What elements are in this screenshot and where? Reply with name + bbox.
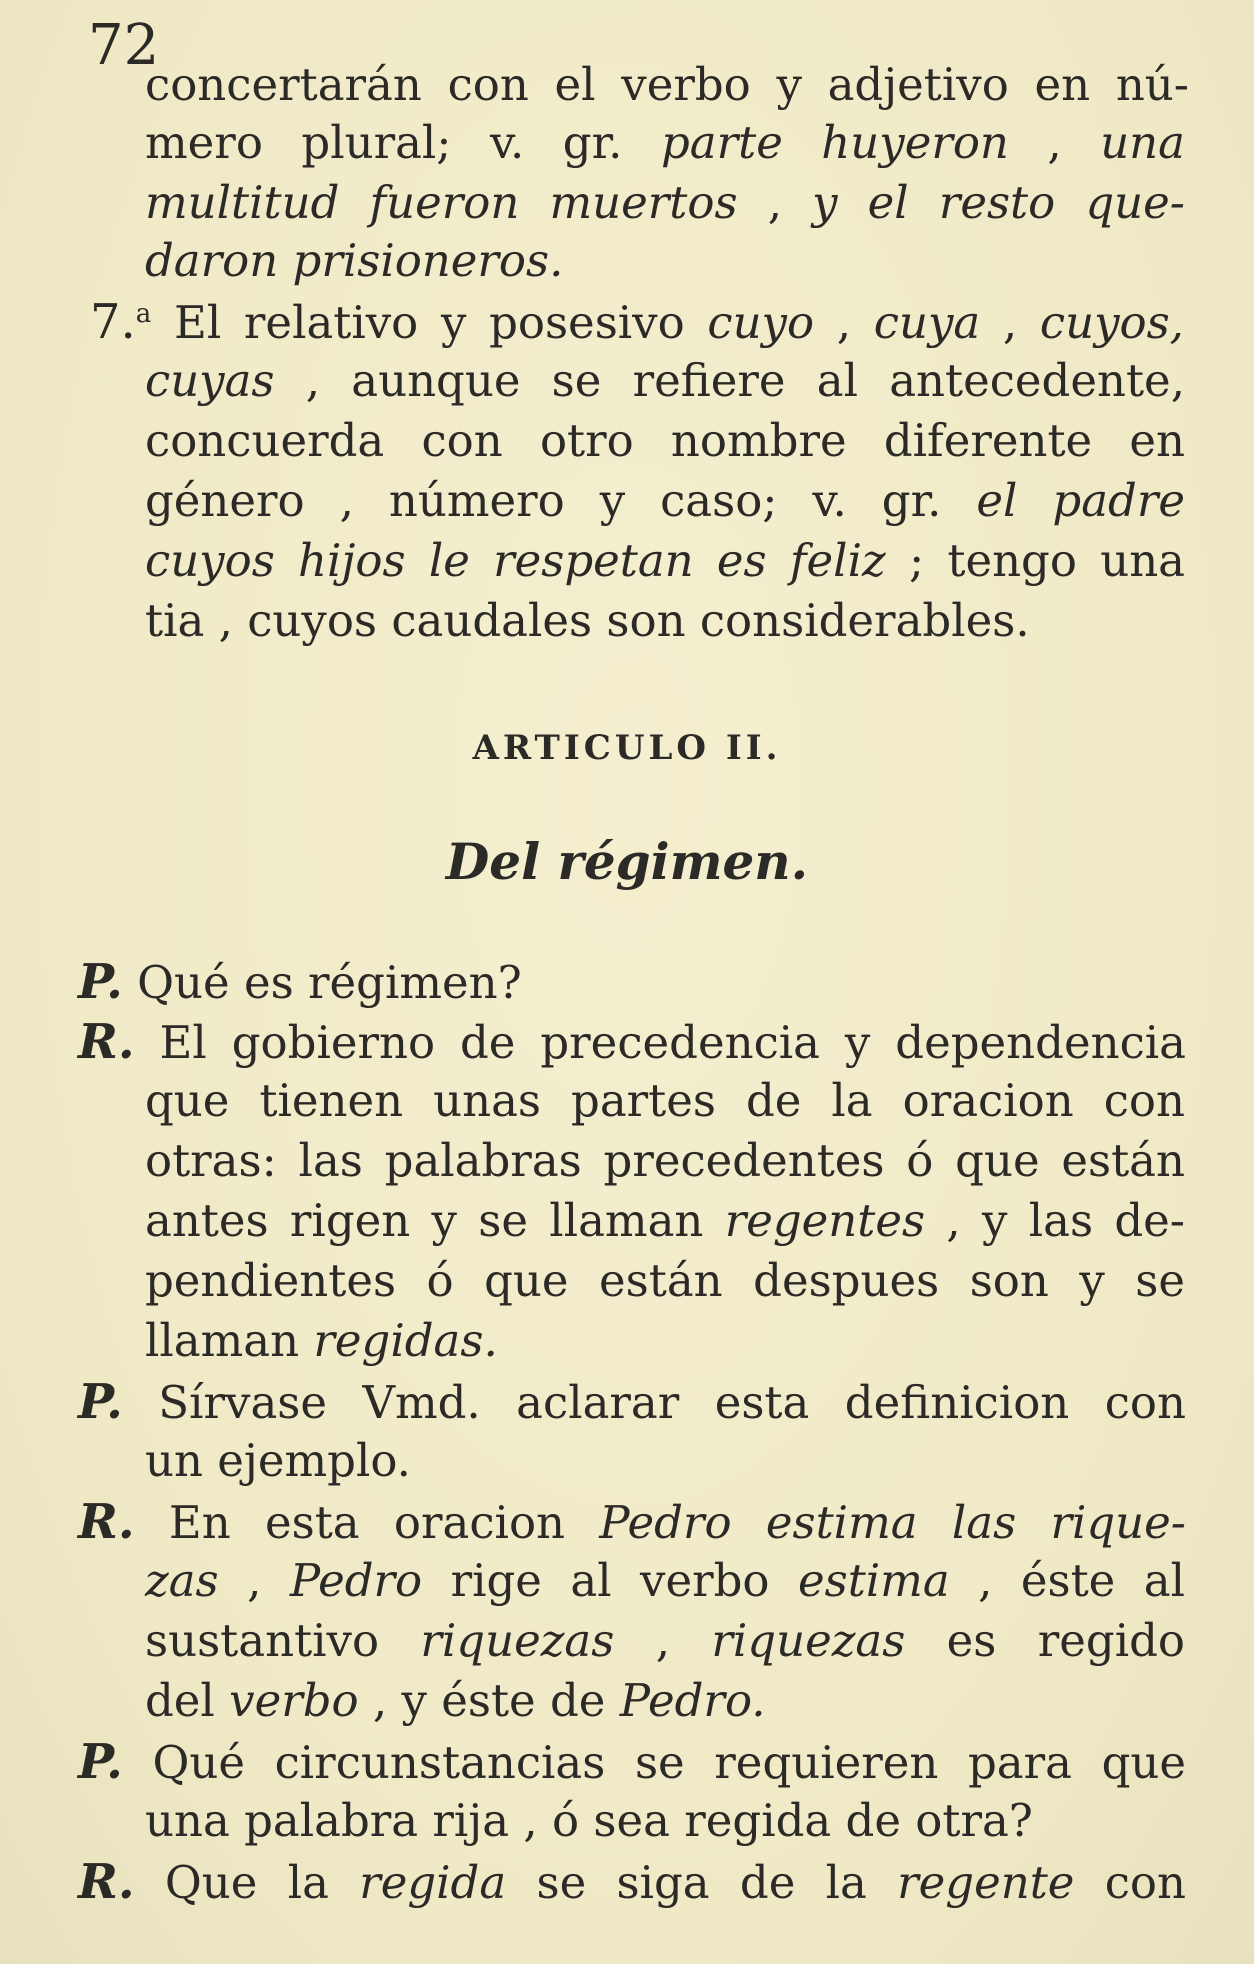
- text-segment: ; tengo una: [885, 534, 1186, 587]
- text-line: [145, 1434, 411, 1487]
- answer-text: [135, 1496, 1186, 1549]
- italic-segment: cuyos hijos le respetan es feliz: [145, 534, 886, 587]
- italic-segment: regidas.: [313, 1314, 498, 1367]
- text-segment: que tienen unas partes de la oracion con: [145, 1074, 1185, 1127]
- question-text: [123, 956, 522, 1009]
- italic-segment: una: [1100, 116, 1185, 169]
- question-marker: P.: [78, 1734, 123, 1790]
- italic-segment: verbo: [229, 1674, 359, 1727]
- text-segment: Qué circunstancias se requieren para que: [122, 1736, 1186, 1789]
- italic-segment: cuyas: [145, 354, 275, 407]
- text-segment: antes rigen y se llaman: [145, 1194, 725, 1247]
- question-marker: P.: [78, 954, 123, 1010]
- text-line: [145, 1314, 498, 1367]
- answer-line: [78, 1854, 1186, 1910]
- rule-number-sup: a: [135, 299, 152, 329]
- italic-segment: cuyos,: [1039, 296, 1184, 349]
- answer-line: [78, 1494, 1186, 1550]
- page-number: 72: [88, 13, 160, 78]
- text-segment: del: [145, 1674, 230, 1727]
- question-text: [123, 1376, 1186, 1429]
- text-line: [145, 58, 1189, 111]
- text-line: [145, 594, 1030, 647]
- italic-segment: riquezas: [711, 1614, 906, 1667]
- italic-segment: regente: [897, 1856, 1075, 1909]
- text-segment: llaman: [145, 1314, 314, 1367]
- italic-segment: cuya: [873, 296, 981, 349]
- text-line: [145, 1074, 1185, 1127]
- text-line: [145, 1134, 1185, 1187]
- text-segment: una palabra rija , ó sea regida de otra?: [145, 1794, 1033, 1847]
- text-segment: En esta oracion: [134, 1496, 600, 1549]
- text-segment: con: [1074, 1856, 1186, 1909]
- italic-segment: estima: [797, 1554, 950, 1607]
- text-segment: género , número y caso; v. gr.: [145, 474, 977, 527]
- text-segment: Qué es régimen?: [122, 956, 522, 1009]
- text-line: [145, 534, 1186, 587]
- italic-segment: y el resto que-: [812, 176, 1185, 229]
- rule-number: 7.: [90, 294, 136, 350]
- text-line: [145, 116, 1185, 169]
- italic-segment: Pedro.: [619, 1674, 766, 1727]
- text-line: [145, 1794, 1033, 1847]
- italic-segment: regida: [359, 1856, 507, 1909]
- answer-text: [135, 1856, 1186, 1909]
- text-line: [145, 234, 564, 287]
- question-line: [78, 954, 522, 1010]
- text-segment: es regido: [905, 1614, 1185, 1667]
- text-segment: pendientes ó que están despues son y se: [145, 1254, 1185, 1307]
- text-segment: mero plural; v. gr.: [145, 116, 661, 169]
- answer-text: [135, 1016, 1186, 1069]
- text-segment: ,: [980, 296, 1040, 349]
- text-segment: El gobierno de precedencia y dependencia: [134, 1016, 1186, 1069]
- text-segment: otras: las palabras precedentes ó que están: [145, 1134, 1185, 1187]
- italic-segment: Pedro estima las rique-: [599, 1496, 1186, 1549]
- text-segment: El relativo y posesivo: [151, 296, 708, 349]
- italic-segment: parte huyeron: [660, 116, 1009, 169]
- rule-7-first-line: [90, 294, 1184, 350]
- answer-line: [78, 1014, 1186, 1070]
- italic-segment: multitud fueron muertos: [145, 176, 738, 229]
- italic-segment: regentes: [724, 1194, 926, 1247]
- question-text: [123, 1736, 1186, 1789]
- italic-segment: Pedro: [289, 1554, 423, 1607]
- text-segment: , aunque se refiere al antecedente,: [274, 354, 1185, 407]
- text-segment: un ejemplo.: [145, 1434, 411, 1487]
- text-segment: sustantivo: [145, 1614, 421, 1667]
- text-segment: ,: [814, 296, 874, 349]
- text-segment: ,: [737, 176, 813, 229]
- text-segment: ,: [614, 1614, 712, 1667]
- text-line: [145, 1194, 1186, 1247]
- text-line: [145, 414, 1185, 467]
- rule-7-text: [151, 296, 1184, 349]
- text-segment: tia , cuyos caudales son considerables.: [145, 594, 1030, 647]
- answer-marker: R.: [78, 1014, 135, 1070]
- italic-segment: el padre: [976, 474, 1185, 527]
- italic-segment: riquezas: [420, 1614, 615, 1667]
- italic-segment: zas: [145, 1554, 219, 1607]
- article-heading: ARTICULO II.: [472, 728, 782, 768]
- text-segment: concertarán con el verbo y adjetivo en nú-: [145, 58, 1189, 111]
- text-segment: , y éste de: [358, 1674, 620, 1727]
- text-segment: se siga de la: [506, 1856, 898, 1909]
- text-line: [145, 1554, 1185, 1607]
- text-line: [145, 474, 1185, 527]
- text-segment: , y las de-: [925, 1194, 1186, 1247]
- italic-segment: daron prisioneros.: [145, 234, 564, 287]
- question-line: [78, 1374, 1186, 1430]
- section-subheading: Del régimen.: [445, 832, 809, 891]
- text-segment: ,: [1008, 116, 1101, 169]
- text-line: [145, 354, 1185, 407]
- italic-segment: cuyo: [707, 296, 815, 349]
- text-line: [145, 1254, 1185, 1307]
- text-line: [145, 1614, 1185, 1667]
- text-line: [145, 176, 1185, 229]
- text-segment: ,: [218, 1554, 290, 1607]
- answer-marker: R.: [78, 1494, 135, 1550]
- answer-marker: R.: [78, 1854, 135, 1910]
- text-segment: Que la: [134, 1856, 360, 1909]
- text-segment: Sírvase Vmd. aclarar esta definicion con: [122, 1376, 1186, 1429]
- question-marker: P.: [78, 1374, 123, 1430]
- text-line: [145, 1674, 766, 1727]
- text-segment: , éste al: [949, 1554, 1185, 1607]
- question-line: [78, 1734, 1186, 1790]
- text-segment: rige al verbo: [422, 1554, 798, 1607]
- text-segment: concuerda con otro nombre diferente en: [145, 414, 1185, 467]
